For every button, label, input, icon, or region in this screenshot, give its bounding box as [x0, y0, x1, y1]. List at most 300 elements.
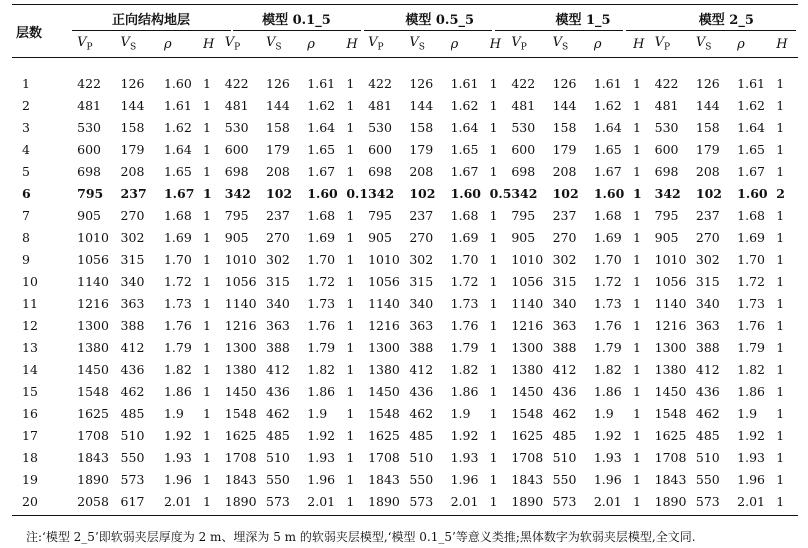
table-cell: 1 — [489, 405, 498, 421]
table-cell: 1 — [346, 449, 355, 465]
layer-number: 14 — [22, 361, 38, 377]
table-cell: 1.65 — [163, 163, 192, 179]
table-cell: 1 — [632, 229, 641, 245]
table-cell: 315 — [409, 273, 434, 289]
table-cell: 510 — [552, 449, 577, 465]
group-underline-model-0.5-5 — [364, 30, 492, 31]
table-cell: 1216 — [368, 317, 400, 333]
table-cell: 1.60 — [450, 185, 482, 201]
table-cell: 1 — [203, 295, 211, 311]
table-cell: 1 — [776, 75, 785, 91]
group-header-forward: 正向结构地层 — [111, 12, 190, 28]
header-param-row — [12, 31, 798, 57]
table-cell: 1.79 — [737, 339, 765, 355]
layer-number: 18 — [22, 449, 38, 465]
param-symbol: V — [77, 35, 87, 51]
table-cell: 2 — [776, 185, 785, 201]
table-cell: 698 — [368, 163, 392, 179]
table-cell: 1.68 — [163, 207, 192, 223]
table-cell: 436 — [552, 383, 577, 399]
table-cell: 1 — [632, 97, 641, 113]
table-cell: 1.82 — [450, 361, 479, 377]
layer-number: 5 — [22, 163, 30, 179]
table-cell: 1.93 — [737, 449, 765, 465]
table-cell: 342 — [368, 185, 395, 201]
param-subscript: P — [86, 42, 93, 53]
table-cell: 698 — [511, 163, 536, 179]
table-cell: 1.9 — [737, 405, 758, 421]
table-cell: 126 — [552, 75, 577, 91]
table-cell: 905 — [511, 229, 536, 245]
table-cell: 158 — [552, 119, 577, 135]
layer-number: 2 — [22, 97, 30, 113]
table-cell: 510 — [409, 449, 434, 465]
table-cell: 302 — [266, 251, 290, 267]
table-cell: 340 — [695, 295, 720, 311]
table-cell: 1 — [776, 273, 785, 289]
header-bottom-rule — [12, 57, 798, 58]
layer-number: 15 — [22, 383, 38, 399]
table-cell: 600 — [511, 141, 536, 157]
table-cell: 1380 — [77, 339, 109, 355]
table-cell: 422 — [511, 75, 536, 91]
table-cell: 462 — [695, 405, 720, 421]
param-header-h: H — [203, 36, 215, 52]
table-cell: 1056 — [224, 273, 257, 289]
table-cell: 1.73 — [163, 295, 192, 311]
table-cell: 1 — [776, 493, 785, 509]
table-cell: 905 — [224, 229, 249, 245]
table-cell: 302 — [409, 251, 434, 267]
table-cell: 1.67 — [307, 163, 336, 179]
table-cell: 485 — [266, 427, 290, 443]
table-cell: 1 — [346, 75, 355, 91]
table-cell: 1.69 — [163, 229, 192, 245]
table-cell: 158 — [409, 119, 434, 135]
table-row — [12, 226, 798, 248]
table-cell: 270 — [120, 207, 145, 223]
param-subscript: S — [562, 42, 569, 53]
table-cell: 1.70 — [737, 251, 765, 267]
table-cell: 1.82 — [307, 361, 336, 377]
table-cell: 1140 — [224, 295, 257, 311]
table-cell: 388 — [409, 339, 434, 355]
table-cell: 1 — [776, 207, 785, 223]
table-cell: 1 — [632, 361, 641, 377]
table-cell: 462 — [552, 405, 577, 421]
table-cell: 144 — [552, 97, 577, 113]
table-cell: 600 — [77, 141, 101, 157]
table-cell: 342 — [654, 185, 681, 201]
param-header-rho: ρ — [737, 36, 745, 52]
table-cell: 1 — [776, 97, 785, 113]
table-cell: 1625 — [224, 427, 257, 443]
table-cell: 237 — [409, 207, 434, 223]
table-cell: 1 — [632, 185, 642, 201]
table-cell: 302 — [552, 251, 577, 267]
table-row — [12, 402, 798, 424]
table-row — [12, 490, 798, 512]
table-cell: 1 — [203, 97, 211, 113]
table-cell: 158 — [120, 119, 145, 135]
table-cell: 1548 — [224, 405, 257, 421]
table-cell: 1.93 — [163, 449, 192, 465]
table-cell: 1.64 — [737, 119, 765, 135]
table-cell: 1.82 — [737, 361, 765, 377]
table-cell: 1140 — [77, 273, 109, 289]
table-cell: 1056 — [654, 273, 687, 289]
table-cell: 1 — [203, 119, 211, 135]
table-cell: 1 — [346, 97, 355, 113]
table-cell: 1 — [203, 273, 211, 289]
table-cell: 1 — [632, 383, 641, 399]
table-cell: 1.64 — [593, 119, 622, 135]
table-cell: 1056 — [77, 251, 109, 267]
layer-number: 17 — [22, 427, 38, 443]
table-cell: 1.62 — [593, 97, 622, 113]
table-cell: 1 — [632, 119, 641, 135]
table-cell: 1010 — [368, 251, 400, 267]
param-symbol: V — [224, 35, 235, 51]
table-cell: 1216 — [224, 317, 257, 333]
table-cell: 1 — [203, 361, 211, 377]
table-cell: 1300 — [77, 317, 109, 333]
table-cell: 905 — [368, 229, 392, 245]
table-cell: 1140 — [511, 295, 544, 311]
param-header-h: H — [632, 36, 645, 52]
table-cell: 1 — [489, 427, 498, 443]
table-cell: 1 — [776, 361, 785, 377]
table-cell: 1.92 — [307, 427, 336, 443]
param-header-h: H — [489, 36, 501, 52]
table-cell: 795 — [654, 207, 679, 223]
table-cell: 340 — [409, 295, 434, 311]
table-cell: 340 — [266, 295, 290, 311]
table-cell: 485 — [409, 427, 434, 443]
table-cell: 363 — [409, 317, 434, 333]
table-cell: 1 — [203, 185, 212, 201]
table-cell: 1380 — [511, 361, 544, 377]
table-cell: 412 — [552, 361, 577, 377]
table-cell: 1 — [489, 75, 498, 91]
table-cell: 1.62 — [450, 97, 479, 113]
table-cell: 388 — [266, 339, 290, 355]
table-cell: 1 — [632, 317, 641, 333]
table-cell: 485 — [695, 427, 720, 443]
table-cell: 1.9 — [450, 405, 471, 421]
layer-number: 3 — [22, 119, 30, 135]
table-cell: 1 — [203, 383, 211, 399]
table-cell: 481 — [511, 97, 536, 113]
table-cell: 1 — [632, 295, 641, 311]
param-header-vs — [266, 31, 307, 57]
table-cell: 1 — [489, 493, 498, 509]
param-subscript: S — [418, 42, 425, 53]
table-cell: 1300 — [511, 339, 544, 355]
table-cell: 1548 — [654, 405, 687, 421]
table-cell: 1 — [346, 405, 355, 421]
table-cell: 0.1 — [346, 185, 369, 201]
table-cell: 530 — [654, 119, 679, 135]
table-cell: 795 — [368, 207, 392, 223]
table-cell: 1010 — [224, 251, 257, 267]
table-cell: 1010 — [654, 251, 687, 267]
table-row — [12, 116, 798, 138]
table-cell: 1 — [632, 493, 641, 509]
group-underline-model-1-5 — [495, 30, 623, 31]
table-cell: 102 — [409, 185, 436, 201]
table-cell: 1843 — [368, 471, 400, 487]
table-cell: 550 — [120, 449, 145, 465]
table-cell: 1 — [776, 339, 785, 355]
table-cell: 510 — [266, 449, 290, 465]
table-cell: 1843 — [511, 471, 544, 487]
table-cell: 1890 — [224, 493, 257, 509]
table-cell: 550 — [409, 471, 434, 487]
group-header-model-2-5: 模型 2_5 — [698, 12, 754, 28]
table-cell: 2.01 — [450, 493, 479, 509]
table-cell: 1 — [489, 471, 498, 487]
table-row — [12, 446, 798, 468]
param-subscript: P — [520, 42, 527, 53]
table-cell: 2.01 — [163, 493, 192, 509]
table-cell: 1 — [489, 229, 498, 245]
table-row — [12, 468, 798, 490]
table-cell: 1.86 — [450, 383, 479, 399]
table-cell: 1843 — [224, 471, 257, 487]
param-symbol: V — [695, 35, 706, 51]
param-header-vp — [655, 31, 696, 57]
table-cell: 481 — [77, 97, 101, 113]
table-cell: 1300 — [224, 339, 257, 355]
param-subscript: S — [705, 42, 712, 53]
table-cell: 698 — [654, 163, 679, 179]
param-header-rho: ρ — [163, 36, 172, 52]
table-cell: 1708 — [368, 449, 400, 465]
table-cell: 573 — [695, 493, 720, 509]
table-cell: 1843 — [77, 449, 109, 465]
table-cell: 1.61 — [163, 97, 192, 113]
table-cell: 1.72 — [593, 273, 622, 289]
table-cell: 1380 — [224, 361, 257, 377]
table-cell: 1.86 — [593, 383, 622, 399]
param-header-vs — [553, 31, 594, 57]
table-cell: 1450 — [77, 361, 109, 377]
table-cell: 412 — [409, 361, 434, 377]
table-bottom-rule — [12, 515, 798, 516]
table-cell: 1140 — [368, 295, 400, 311]
table-cell: 302 — [695, 251, 720, 267]
table-cell: 1140 — [654, 295, 687, 311]
table-cell: 1.92 — [450, 427, 479, 443]
param-subscript: S — [275, 42, 282, 53]
table-cell: 2.01 — [593, 493, 622, 509]
table-cell: 1.79 — [593, 339, 622, 355]
table-cell: 1 — [776, 427, 785, 443]
table-cell: 1.62 — [307, 97, 336, 113]
table-cell: 617 — [120, 493, 145, 509]
group-header-model-0.5-5: 模型 0.5_5 — [405, 12, 475, 28]
param-symbol: V — [511, 35, 521, 51]
table-cell: 270 — [409, 229, 434, 245]
table-cell: 1 — [489, 141, 498, 157]
table-cell: 1.79 — [163, 339, 192, 355]
table-cell: 1 — [203, 75, 211, 91]
table-cell: 1.61 — [450, 75, 479, 91]
table-cell: 698 — [224, 163, 249, 179]
table-cell: 1.86 — [737, 383, 765, 399]
table-cell: 1056 — [368, 273, 400, 289]
table-cell: 1 — [776, 317, 785, 333]
table-cell: 510 — [695, 449, 720, 465]
table-row — [12, 424, 798, 446]
table-cell: 1890 — [654, 493, 687, 509]
table-cell: 2.01 — [737, 493, 765, 509]
table-cell: 436 — [695, 383, 720, 399]
table-cell: 1 — [632, 163, 641, 179]
table-cell: 481 — [654, 97, 679, 113]
table-cell: 1.96 — [163, 471, 192, 487]
table-cell: 1 — [346, 273, 355, 289]
table-cell: 795 — [224, 207, 249, 223]
table-cell: 1 — [776, 119, 785, 135]
table-cell: 485 — [552, 427, 577, 443]
table-cell: 1.61 — [593, 75, 622, 91]
table-cell: 1.65 — [593, 141, 622, 157]
param-subscript: P — [377, 42, 384, 53]
table-cell: 1.72 — [737, 273, 765, 289]
table-cell: 1 — [346, 119, 355, 135]
table-cell: 1 — [346, 229, 355, 245]
table-cell: 1890 — [511, 493, 544, 509]
table-cell: 1.65 — [450, 141, 479, 157]
param-symbol: V — [120, 35, 130, 51]
table-cell: 1300 — [368, 339, 400, 355]
table-cell: 462 — [409, 405, 434, 421]
table-cell: 550 — [552, 471, 577, 487]
table-cell: 1.67 — [593, 163, 622, 179]
table-cell: 1380 — [368, 361, 400, 377]
table-cell: 481 — [368, 97, 392, 113]
table-cell: 1.68 — [593, 207, 622, 223]
table-cell: 1 — [489, 207, 498, 223]
table-cell: 1.76 — [307, 317, 336, 333]
table-cell: 1708 — [77, 427, 109, 443]
table-cell: 1 — [776, 251, 785, 267]
table-cell: 1 — [489, 119, 498, 135]
table-cell: 1.64 — [450, 119, 479, 135]
table-cell: 1.70 — [593, 251, 622, 267]
table-cell: 1.86 — [163, 383, 192, 399]
table-cell: 388 — [695, 339, 720, 355]
table-cell: 237 — [120, 185, 147, 201]
table-cell: 144 — [266, 97, 290, 113]
table-cell: 1.70 — [307, 251, 336, 267]
table-cell: 1 — [776, 295, 785, 311]
table-cell: 1.79 — [307, 339, 336, 355]
table-cell: 436 — [266, 383, 290, 399]
table-cell: 1 — [489, 251, 498, 267]
table-cell: 179 — [120, 141, 145, 157]
table-row — [12, 336, 798, 358]
table-cell: 208 — [552, 163, 577, 179]
table-cell: 1 — [203, 471, 211, 487]
table-cell: 1.64 — [307, 119, 336, 135]
table-cell: 600 — [368, 141, 392, 157]
table-cell: 1 — [489, 449, 498, 465]
table-cell: 1.93 — [307, 449, 336, 465]
table-cell: 573 — [409, 493, 434, 509]
table-cell: 102 — [266, 185, 293, 201]
table-cell: 1.69 — [450, 229, 479, 245]
table-cell: 208 — [120, 163, 145, 179]
table-cell: 1 — [203, 493, 211, 509]
group-header-model-0.1-5: 模型 0.1_5 — [262, 12, 331, 28]
table-cell: 1300 — [654, 339, 687, 355]
table-row — [12, 292, 798, 314]
table-cell: 1.70 — [450, 251, 479, 267]
table-cell: 1 — [346, 383, 355, 399]
table-cell: 144 — [409, 97, 434, 113]
table-cell: 1625 — [77, 405, 109, 421]
table-cell: 1.67 — [163, 185, 195, 201]
table-cell: 1450 — [224, 383, 257, 399]
param-symbol: V — [368, 35, 378, 51]
table-cell: 1843 — [654, 471, 687, 487]
table-cell: 1.69 — [307, 229, 336, 245]
param-header-rho: ρ — [593, 36, 602, 52]
table-cell: 1 — [776, 449, 785, 465]
table-cell: 1450 — [368, 383, 400, 399]
group-underline-model-2-5 — [626, 30, 796, 31]
table-cell: 1.72 — [307, 273, 336, 289]
table-note: 注:‘模型 2_5’即软弱夹层厚度为 2 m、埋深为 5 m 的软弱夹层模型,‘模型 0.1_5’等意义类推;黑体数字为软弱夹层模型,全文同. — [26, 530, 696, 544]
table-row — [12, 248, 798, 270]
table-cell: 1.79 — [450, 339, 479, 355]
header-group-row — [12, 5, 798, 31]
table-cell: 158 — [695, 119, 720, 135]
table-cell: 1.82 — [593, 361, 622, 377]
table-cell: 1450 — [511, 383, 544, 399]
param-header-vs — [121, 31, 164, 57]
table-cell: 1216 — [77, 295, 109, 311]
layer-number: 9 — [22, 251, 30, 267]
table-cell: 1 — [346, 339, 355, 355]
param-subscript: P — [234, 42, 241, 53]
table-cell: 363 — [120, 295, 145, 311]
table-cell: 1.82 — [163, 361, 192, 377]
layer-number: 1 — [22, 75, 30, 91]
table-cell: 1056 — [511, 273, 544, 289]
table-cell: 1.70 — [163, 251, 192, 267]
table-cell: 1 — [489, 163, 498, 179]
table-cell: 1.9 — [593, 405, 614, 421]
table-cell: 208 — [409, 163, 434, 179]
table-cell: 1.61 — [307, 75, 336, 91]
layer-number: 7 — [22, 207, 30, 223]
table-cell: 412 — [120, 339, 145, 355]
table-cell: 1 — [489, 339, 498, 355]
table-cell: 530 — [77, 119, 101, 135]
table-cell: 485 — [120, 405, 145, 421]
table-cell: 1 — [632, 273, 641, 289]
layer-number: 16 — [22, 405, 38, 421]
layer-number: 8 — [22, 229, 30, 245]
table-cell: 1.93 — [593, 449, 622, 465]
table-cell: 179 — [695, 141, 720, 157]
table-cell: 270 — [266, 229, 290, 245]
table-row — [12, 204, 798, 226]
